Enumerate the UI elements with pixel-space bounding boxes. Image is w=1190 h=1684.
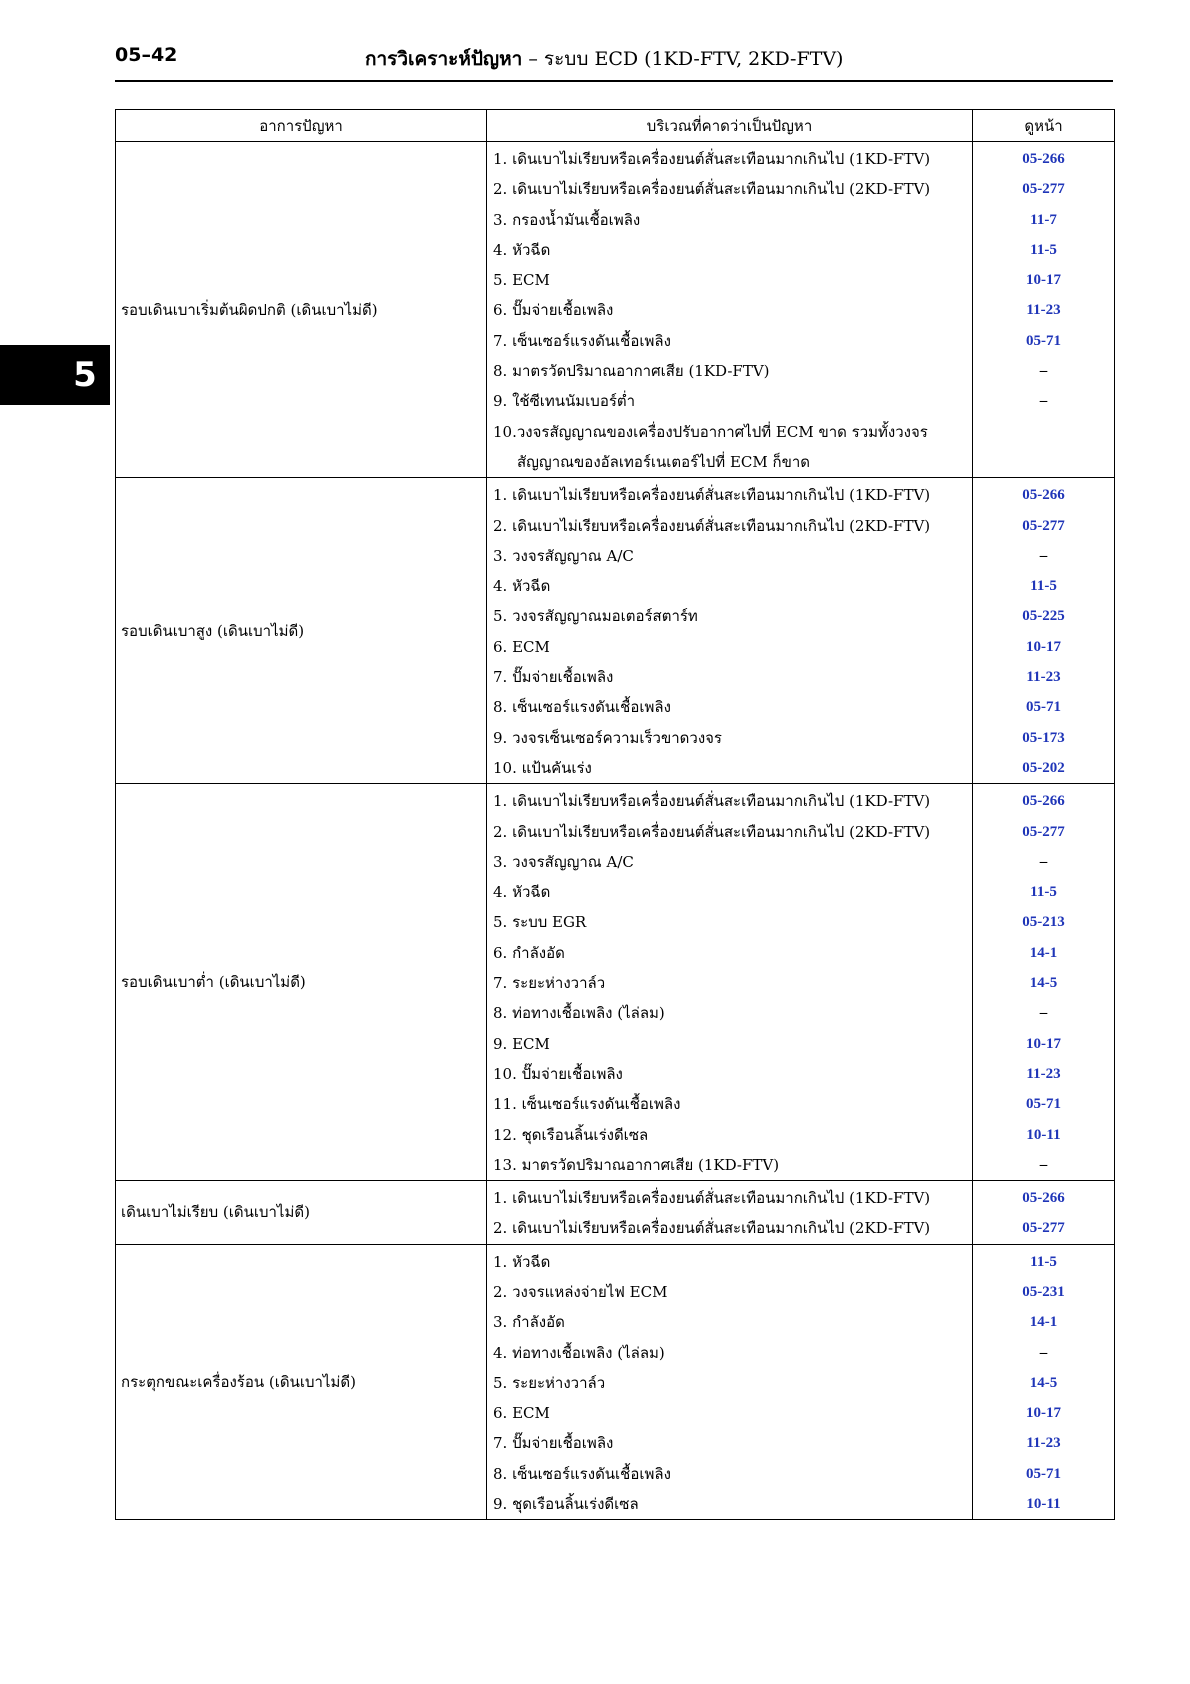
page-ref-link[interactable]: 11-7 [1030, 211, 1057, 228]
page-ref-link[interactable]: 11-23 [1026, 1435, 1061, 1452]
suspected-area-item: 8. เซ็นเซอร์แรงดันเชื้อเพลิง [493, 698, 671, 717]
diagnosis-table [115, 109, 1115, 1520]
column-header-suspected-area: บริเวณที่คาดว่าเป็นปัญหา [487, 110, 973, 142]
suspected-area-item: 10. แป้นคันเร่ง [493, 758, 592, 777]
page-ref-none: – [1039, 1156, 1048, 1173]
section-tab [0, 345, 110, 405]
page-ref-link[interactable]: 05-266 [1022, 151, 1065, 167]
suspected-area-item: 7. ระยะห่างวาล์ว [493, 974, 606, 993]
suspected-area-item: 8. เซ็นเซอร์แรงดันเชื้อเพลิง [493, 1464, 671, 1483]
suspected-area-item: 10. ปั๊มจ่ายเชื้อเพลิง [493, 1064, 623, 1083]
symptom-cell: เดินเบาไม่เรียบ (เดินเบาไม่ดี) [116, 1181, 487, 1245]
suspected-area-item: 6. ECM [493, 1404, 550, 1423]
page-ref-link[interactable]: 14-1 [1029, 944, 1058, 961]
suspected-area-item: 1. เดินเบาไม่เรียบหรือเครื่องยนต์สั่นสะเทือนมากเกินไป (1KD-FTV) [493, 486, 931, 505]
suspected-area-cell [487, 142, 973, 478]
see-page-cell [973, 1181, 1115, 1245]
see-page-cell [973, 784, 1115, 1181]
page-ref-link[interactable]: 05-277 [1022, 823, 1065, 840]
column-header-see-page: ดูหน้า [973, 110, 1115, 142]
symptom-cell: รอบเดินเบาสูง (เดินเบาไม่ดี) [116, 478, 487, 784]
suspected-area-cell [487, 1181, 973, 1245]
page-ref-link[interactable]: 05-277 [1022, 181, 1065, 198]
table-row [116, 784, 1115, 1181]
suspected-area-item: 1. เดินเบาไม่เรียบหรือเครื่องยนต์สั่นสะเทือนมากเกินไป (1KD-FTV) [493, 792, 931, 811]
page-ref-link[interactable]: 11-5 [1030, 241, 1057, 258]
page-ref-link[interactable]: 14-5 [1029, 1374, 1058, 1391]
suspected-area-item: 5. วงจรสัญญาณมอเตอร์สตาร์ท [493, 607, 698, 626]
suspected-area-item: 2. เดินเบาไม่เรียบหรือเครื่องยนต์สั่นสะเทือนมากเกินไป (2KD-FTV) [493, 822, 931, 841]
suspected-area-item: 2. เดินเบาไม่เรียบหรือเครื่องยนต์สั่นสะเทือนมากเกินไป (2KD-FTV) [493, 1219, 931, 1238]
see-page-cell [973, 142, 1115, 478]
page-ref-link[interactable]: 05-266 [1022, 487, 1065, 504]
suspected-area-item: 10.วงจรสัญญาณของเครื่องปรับอากาศไปที่ ECM ขาด รวมทั้งวงจร [493, 422, 928, 441]
suspected-area-item: 3. วงจรสัญญาณ A/C [493, 852, 634, 871]
suspected-area-item: 6. กำลังอัด [493, 943, 565, 962]
suspected-area-item: 8. มาตรวัดปริมาณอากาศเสีย (1KD-FTV) [493, 362, 770, 381]
suspected-area-item: 7. เซ็นเซอร์แรงดันเชื้อเพลิง [493, 331, 671, 350]
suspected-area-item: 5. ECM [493, 271, 550, 290]
suspected-area-item: 1. หัวฉีด [493, 1252, 551, 1271]
page-ref-link[interactable]: 05-266 [1022, 793, 1065, 810]
page-number: 05–42 [115, 44, 178, 66]
suspected-area-item: 5. ระยะห่างวาล์ว [493, 1373, 606, 1392]
symptom-cell: รอบเดินเบาต่ำ (เดินเบาไม่ดี) [116, 784, 487, 1181]
suspected-area-item: 9. ใช้ซีเทนนัมเบอร์ต่ำ [493, 392, 636, 411]
table-row [116, 1244, 1115, 1520]
suspected-area-item: 5. ระบบ EGR [493, 913, 587, 932]
suspected-area-item: 1. เดินเบาไม่เรียบหรือเครื่องยนต์สั่นสะเทือนมากเกินไป (1KD-FTV) [493, 150, 931, 168]
suspected-area-cell [487, 478, 973, 784]
page-ref-none: – [1039, 547, 1048, 564]
page-ref-link[interactable]: 05-231 [1022, 1283, 1065, 1300]
page-ref-link[interactable]: 05-213 [1022, 914, 1065, 931]
symptom-cell: กระตุกขณะเครื่องร้อน (เดินเบาไม่ดี) [116, 1244, 487, 1520]
page-ref-link[interactable]: 05-71 [1026, 1465, 1061, 1482]
column-header-symptom: อาการปัญหา [116, 110, 487, 142]
suspected-area-item: 2. วงจรแหล่งจ่ายไฟ ECM [493, 1282, 668, 1301]
page-ref-link [973, 447, 1114, 477]
page-ref-link[interactable]: 11-23 [1026, 302, 1061, 319]
page-ref-none: – [1039, 363, 1048, 380]
suspected-area-item: 1. เดินเบาไม่เรียบหรือเครื่องยนต์สั่นสะเทือนมากเกินไป (1KD-FTV) [493, 1189, 931, 1208]
page-ref-link[interactable]: 11-5 [1030, 1253, 1057, 1270]
page-ref-link[interactable]: 05-225 [1022, 608, 1065, 625]
page-ref-none: – [1039, 1344, 1048, 1361]
suspected-area-item: 7. ปั๊มจ่ายเชื้อเพลิง [493, 668, 614, 687]
page-ref-link[interactable]: 14-5 [1029, 975, 1058, 992]
symptom-cell: รอบเดินเบาเริ่มต้นผิดปกติ (เดินเบาไม่ดี) [116, 142, 487, 478]
table-header-row [116, 110, 1115, 142]
page-ref-link[interactable]: 05-71 [1026, 1096, 1061, 1113]
suspected-area-item: 4. ท่อทางเชื้อเพลิง (ไล่ลม) [493, 1343, 665, 1362]
suspected-area-item: 13. มาตรวัดปริมาณอากาศเสีย (1KD-FTV) [493, 1155, 780, 1174]
suspected-area-cell [487, 784, 973, 1181]
page-ref-link[interactable]: 11-5 [1030, 578, 1057, 595]
page-ref-link[interactable]: 05-277 [1022, 1220, 1065, 1237]
page-ref-link[interactable]: 05-71 [1026, 332, 1061, 349]
page-ref-link[interactable]: 05-266 [1022, 1190, 1065, 1207]
page-title [365, 44, 843, 74]
table-row [116, 478, 1115, 784]
page-ref-none: – [1039, 1005, 1048, 1022]
see-page-cell [973, 478, 1115, 784]
page-ref-link[interactable]: 11-5 [1030, 884, 1057, 901]
suspected-area-cell [487, 1244, 973, 1520]
page-ref-none: – [1039, 853, 1048, 870]
page-ref-link[interactable]: 05-277 [1022, 517, 1065, 534]
page-ref-link [973, 417, 1114, 447]
suspected-area-item: 8. ท่อทางเชื้อเพลิง (ไล่ลม) [493, 1004, 665, 1023]
table-row [116, 1181, 1115, 1245]
page-ref-none: – [1039, 393, 1048, 410]
suspected-area-item: 9. ชุดเรือนลิ้นเร่งดีเซล [493, 1495, 639, 1514]
page-ref-link[interactable]: 11-23 [1026, 1065, 1061, 1082]
table-row [116, 142, 1115, 478]
page-ref-link[interactable]: 10-17 [1026, 1405, 1061, 1422]
page-title-main: การวิเคราะห์ปัญหา [365, 48, 523, 70]
suspected-area-item: 2. เดินเบาไม่เรียบหรือเครื่องยนต์สั่นสะเทือนมากเกินไป (2KD-FTV) [493, 516, 931, 535]
suspected-area-item: 3. วงจรสัญญาณ A/C [493, 546, 634, 565]
suspected-area-item: 3. กรองน้ำมันเชื้อเพลิง [493, 210, 641, 229]
suspected-area-item: 9. ECM [493, 1034, 550, 1053]
page-ref-link[interactable]: 05-173 [1022, 729, 1065, 746]
page-ref-link[interactable]: 10-17 [1026, 272, 1061, 289]
page-ref-link[interactable]: 10-11 [1026, 1126, 1061, 1143]
page-ref-link[interactable]: 10-11 [1026, 1496, 1061, 1513]
suspected-area-item: 4. หัวฉีด [493, 883, 551, 902]
suspected-area-item: 12. ชุดเรือนลิ้นเร่งดีเซล [493, 1125, 649, 1144]
page-title-sub: – ระบบ ECD (1KD-FTV, 2KD-FTV) [522, 48, 844, 70]
suspected-area-item: 11. เซ็นเซอร์แรงดันเชื้อเพลิง [493, 1095, 681, 1114]
page-ref-link[interactable]: 10-17 [1026, 1035, 1061, 1052]
suspected-area-item: 4. หัวฉีด [493, 240, 551, 259]
suspected-area-item: 7. ปั๊มจ่ายเชื้อเพลิง [493, 1434, 614, 1453]
suspected-area-item: 2. เดินเบาไม่เรียบหรือเครื่องยนต์สั่นสะเทือนมากเกินไป (2KD-FTV) [493, 180, 931, 199]
suspected-area-item: 6. ปั๊มจ่ายเชื้อเพลิง [493, 301, 614, 320]
suspected-area-item: 4. หัวฉีด [493, 577, 551, 596]
section-tab-label: 5 [73, 355, 97, 395]
suspected-area-item: 3. กำลังอัด [493, 1313, 565, 1332]
page-header [115, 44, 1113, 82]
see-page-cell [973, 1244, 1115, 1520]
suspected-area-item: สัญญาณของอัลเทอร์เนเตอร์ไปที่ ECM ก็ขาด [517, 452, 811, 471]
page-ref-link[interactable]: 11-23 [1026, 669, 1061, 686]
table-body [116, 142, 1115, 1520]
page-ref-link[interactable]: 05-71 [1026, 699, 1061, 716]
suspected-area-item: 6. ECM [493, 637, 550, 656]
suspected-area-item: 9. วงจรเซ็นเซอร์ความเร็วขาดวงจร [493, 728, 722, 747]
page-ref-link[interactable]: 05-202 [1022, 759, 1065, 776]
page-ref-link[interactable]: 14-1 [1029, 1314, 1058, 1331]
page-ref-link[interactable]: 10-17 [1026, 638, 1061, 655]
